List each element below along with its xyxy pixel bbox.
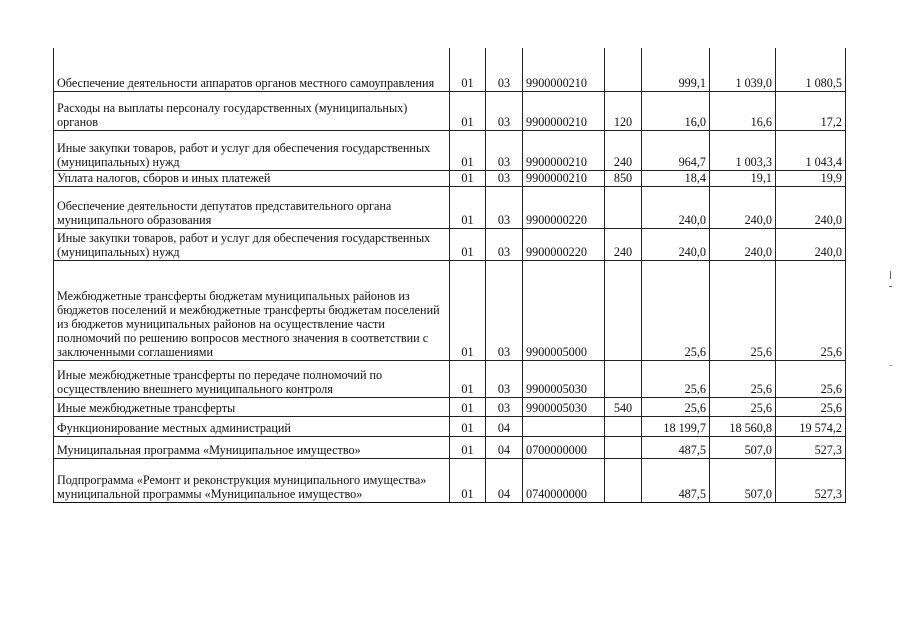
cell-amount-year3: 17,2	[776, 91, 846, 130]
cell-name: Муниципальная программа «Муниципальное имущество»	[54, 436, 450, 458]
cell-section: 01	[450, 260, 486, 360]
cell-target-article: 9900005030	[523, 397, 605, 416]
cell-name: Функционирование местных администраций	[54, 416, 450, 436]
cell-amount-year3: 19 574,2	[776, 416, 846, 436]
cell-amount-year1: 487,5	[642, 436, 710, 458]
cell-subsection: 03	[486, 360, 523, 397]
cell-amount-year1: 16,0	[642, 91, 710, 130]
cell-target-article: 9900000210	[523, 130, 605, 170]
table-row	[54, 228, 846, 260]
cell-expense-type	[605, 436, 642, 458]
table-row	[54, 130, 846, 170]
cell-subsection: 03	[486, 186, 523, 228]
cell-expense-type	[605, 360, 642, 397]
cell-section: 01	[450, 186, 486, 228]
cell-amount-year1: 18,4	[642, 170, 710, 186]
table-row	[54, 416, 846, 436]
table-row	[54, 48, 846, 91]
cell-target-article: 9900005030	[523, 360, 605, 397]
cell-amount-year2: 25,6	[710, 397, 776, 416]
cell-section: 01	[450, 91, 486, 130]
cell-amount-year1: 487,5	[642, 458, 710, 502]
cell-amount-year3: 240,0	[776, 186, 846, 228]
table-body	[54, 48, 846, 502]
cell-target-article: 0740000000	[523, 458, 605, 502]
cell-section: 01	[450, 397, 486, 416]
cell-amount-year2: 240,0	[710, 228, 776, 260]
cell-section: 01	[450, 436, 486, 458]
cell-name: Обеспечение деятельности депутатов представительного органа муниципального образования	[54, 186, 450, 228]
cell-subsection: 03	[486, 48, 523, 91]
cell-amount-year1: 240,0	[642, 228, 710, 260]
table-row	[54, 186, 846, 228]
cell-section: 01	[450, 130, 486, 170]
cell-amount-year1: 964,7	[642, 130, 710, 170]
cell-name: Иные закупки товаров, работ и услуг для обеспечения государственных (муниципальных) нужд	[54, 130, 450, 170]
cell-section: 01	[450, 228, 486, 260]
cell-target-article: 9900000220	[523, 186, 605, 228]
cell-amount-year2: 25,6	[710, 260, 776, 360]
cell-expense-type: 240	[605, 130, 642, 170]
cell-target-article: 9900000210	[523, 91, 605, 130]
cell-amount-year3: 19,9	[776, 170, 846, 186]
cell-target-article: 9900000210	[523, 48, 605, 91]
cell-target-article: 9900000210	[523, 170, 605, 186]
cell-name: Обеспечение деятельности аппаратов органов местного самоуправления	[54, 48, 450, 91]
cell-subsection: 03	[486, 170, 523, 186]
cell-subsection: 03	[486, 228, 523, 260]
cell-target-article: 0700000000	[523, 436, 605, 458]
cell-name: Межбюджетные трансферты бюджетам муниципальных районов из бюджетов поселений и межбюджетные трансферты бюджетам поселений из бюджетов муниципальных районов на осуществление части полномочий по решению вопросов местного значения в соответствии с заключенными соглашениями	[54, 260, 450, 360]
table-row	[54, 170, 846, 186]
table-row	[54, 91, 846, 130]
cell-section: 01	[450, 170, 486, 186]
cell-amount-year1: 25,6	[642, 397, 710, 416]
cell-amount-year1: 240,0	[642, 186, 710, 228]
cell-amount-year3: 1 043,4	[776, 130, 846, 170]
cell-subsection: 04	[486, 458, 523, 502]
cell-name: Расходы на выплаты персоналу государственных (муниципальных) органов	[54, 91, 450, 130]
cell-target-article: 9900005000	[523, 260, 605, 360]
cell-name: Подпрограмма «Ремонт и реконструкция муниципального имущества» муниципальной программы «Муниципальное имущество»	[54, 458, 450, 502]
cell-amount-year2: 25,6	[710, 360, 776, 397]
cell-amount-year3: 25,6	[776, 360, 846, 397]
cell-amount-year1: 25,6	[642, 260, 710, 360]
cell-name: Иные межбюджетные трансферты	[54, 397, 450, 416]
cell-section: 01	[450, 360, 486, 397]
cell-amount-year3: 1 080,5	[776, 48, 846, 91]
margin-mark	[889, 286, 892, 287]
margin-mark	[890, 271, 891, 279]
table-row	[54, 360, 846, 397]
cell-subsection: 04	[486, 416, 523, 436]
cell-name: Иные межбюджетные трансферты по передаче полномочий по осуществлению внешнего муниципального контроля	[54, 360, 450, 397]
margin-mark	[889, 365, 892, 366]
cell-expense-type	[605, 260, 642, 360]
table-row	[54, 436, 846, 458]
cell-amount-year2: 507,0	[710, 458, 776, 502]
cell-subsection: 03	[486, 397, 523, 416]
cell-expense-type	[605, 416, 642, 436]
cell-amount-year3: 240,0	[776, 228, 846, 260]
cell-amount-year2: 16,6	[710, 91, 776, 130]
cell-expense-type	[605, 458, 642, 502]
cell-section: 01	[450, 48, 486, 91]
cell-name: Уплата налогов, сборов и иных платежей	[54, 170, 450, 186]
cell-subsection: 03	[486, 260, 523, 360]
cell-subsection: 03	[486, 130, 523, 170]
cell-subsection: 03	[486, 91, 523, 130]
cell-expense-type	[605, 48, 642, 91]
cell-expense-type: 240	[605, 228, 642, 260]
budget-table	[53, 48, 846, 503]
cell-target-article	[523, 416, 605, 436]
cell-amount-year2: 18 560,8	[710, 416, 776, 436]
table-row	[54, 260, 846, 360]
cell-amount-year1: 18 199,7	[642, 416, 710, 436]
cell-expense-type: 850	[605, 170, 642, 186]
cell-amount-year1: 25,6	[642, 360, 710, 397]
table-row	[54, 458, 846, 502]
cell-target-article: 9900000220	[523, 228, 605, 260]
cell-subsection: 04	[486, 436, 523, 458]
cell-expense-type: 120	[605, 91, 642, 130]
cell-expense-type: 540	[605, 397, 642, 416]
cell-amount-year3: 527,3	[776, 436, 846, 458]
cell-amount-year2: 507,0	[710, 436, 776, 458]
cell-amount-year3: 25,6	[776, 260, 846, 360]
table-row	[54, 397, 846, 416]
cell-section: 01	[450, 458, 486, 502]
cell-amount-year2: 19,1	[710, 170, 776, 186]
cell-amount-year2: 1 039,0	[710, 48, 776, 91]
cell-expense-type	[605, 186, 642, 228]
cell-amount-year2: 1 003,3	[710, 130, 776, 170]
cell-amount-year3: 25,6	[776, 397, 846, 416]
cell-name: Иные закупки товаров, работ и услуг для обеспечения государственных (муниципальных) нужд	[54, 228, 450, 260]
cell-amount-year3: 527,3	[776, 458, 846, 502]
cell-amount-year1: 999,1	[642, 48, 710, 91]
cell-amount-year2: 240,0	[710, 186, 776, 228]
cell-section: 01	[450, 416, 486, 436]
